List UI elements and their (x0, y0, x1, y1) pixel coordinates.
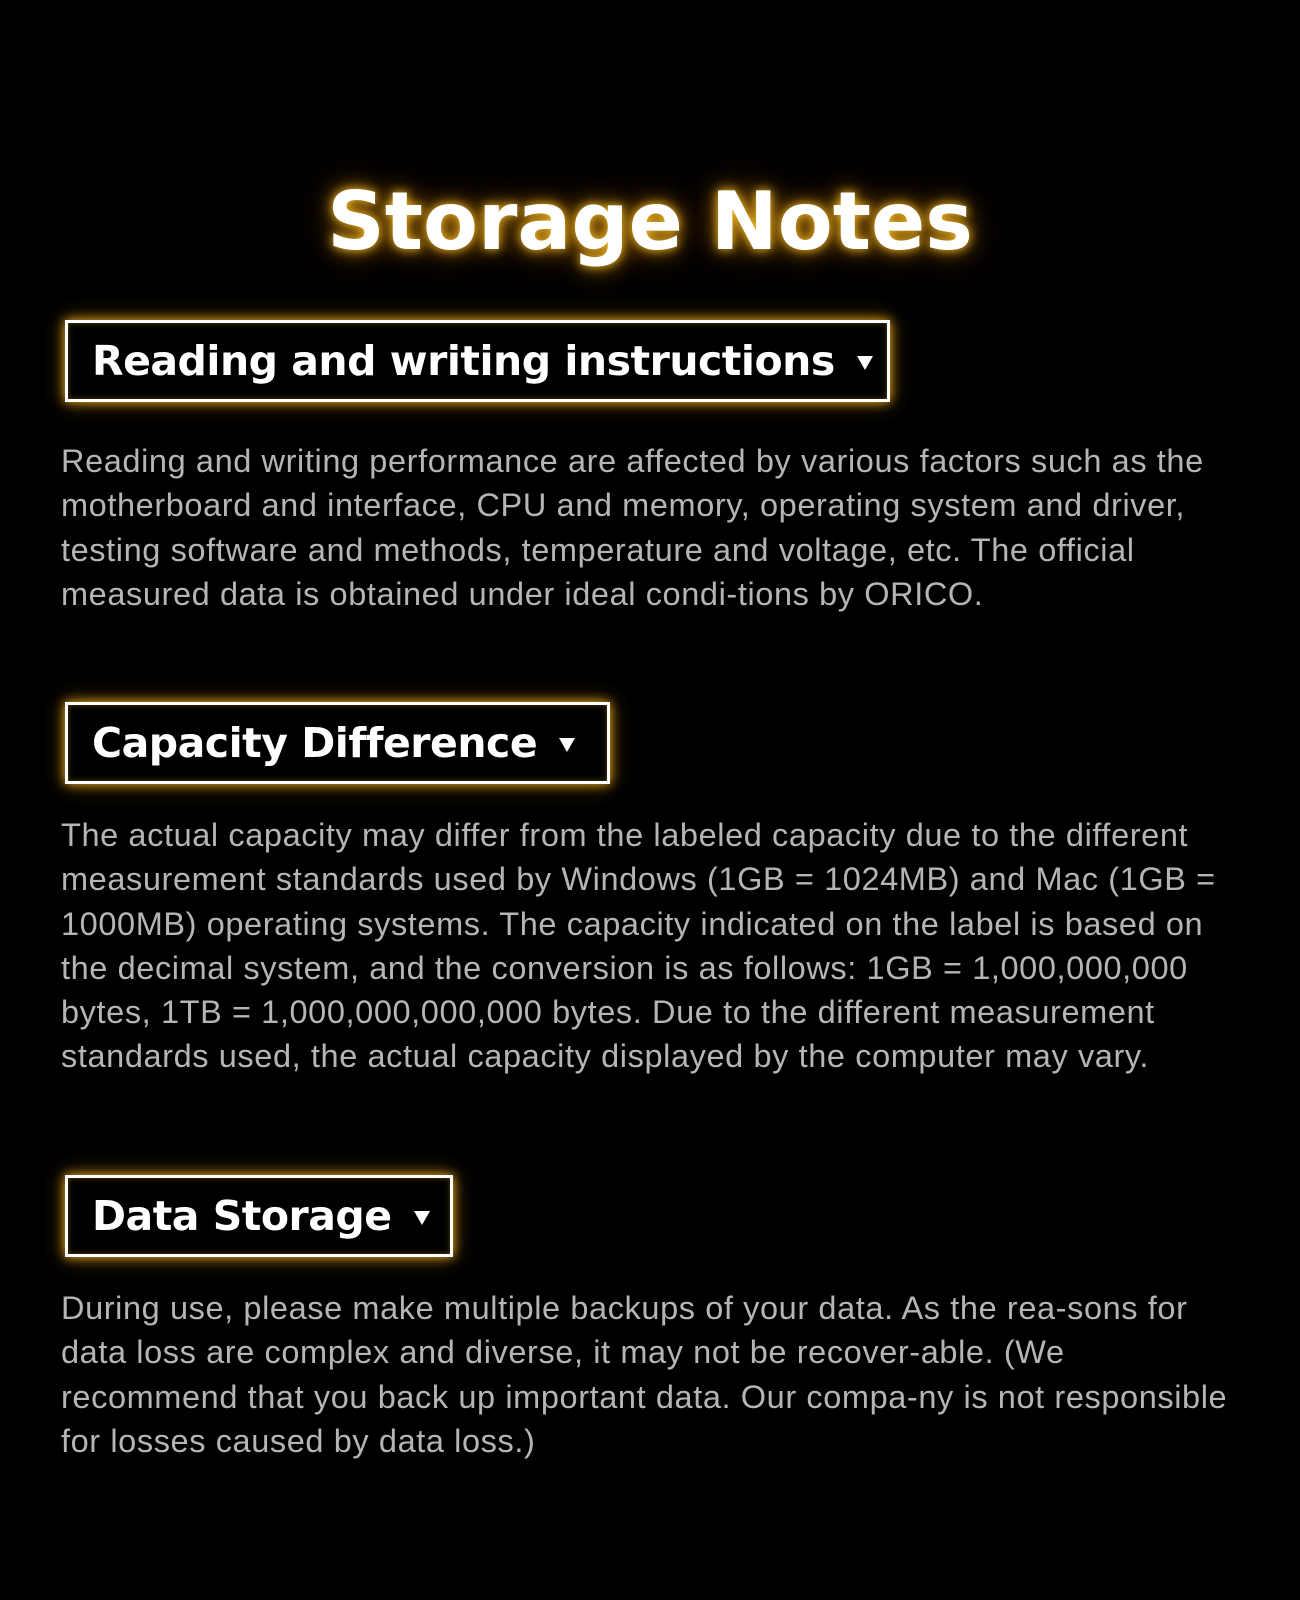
section-header-data-storage[interactable] (65, 1175, 453, 1257)
section-heading-label: Capacity Difference (92, 719, 538, 767)
section-body-capacity-difference: The actual capacity may differ from the labeled capacity due to the different measurement standards used by Windows (1GB = 1024MB) and Mac (1GB = 1000MB) operating systems. The capacity indicated on the label is based on the decimal system, and the conversion is as follows: 1GB = 1,000,000,000 bytes, 1TB = 1,000,000,000,000 bytes. Due to the different measurement standards used, the actual capacity displayed by the computer may vary. (61, 817, 1216, 1075)
page-title: Storage Notes (327, 174, 973, 268)
caret-down-icon (559, 738, 575, 752)
caret-down-icon (414, 1211, 430, 1225)
section-header-reading-writing[interactable] (65, 320, 890, 402)
section-body-data-storage: During use, please make multiple backups of your data. As the rea-sons for data loss are complex and diverse, it may not be recover-able. (We recommend that you back up important data. Our compa-ny is not responsible for losses caused by data loss.) (61, 1290, 1228, 1459)
section-body-reading-writing: Reading and writing performance are affected by various factors such as the motherboard and interface, CPU and memory, operating system and driver, testing software and methods, temperature and voltage, etc. The official measured data is obtained under ideal condi-tions by ORICO. (61, 443, 1204, 612)
caret-down-icon (857, 356, 873, 370)
section-heading-label: Data Storage (92, 1192, 392, 1240)
section-heading-label: Reading and writing instructions (92, 337, 835, 385)
section-header-capacity-difference[interactable] (65, 702, 610, 784)
